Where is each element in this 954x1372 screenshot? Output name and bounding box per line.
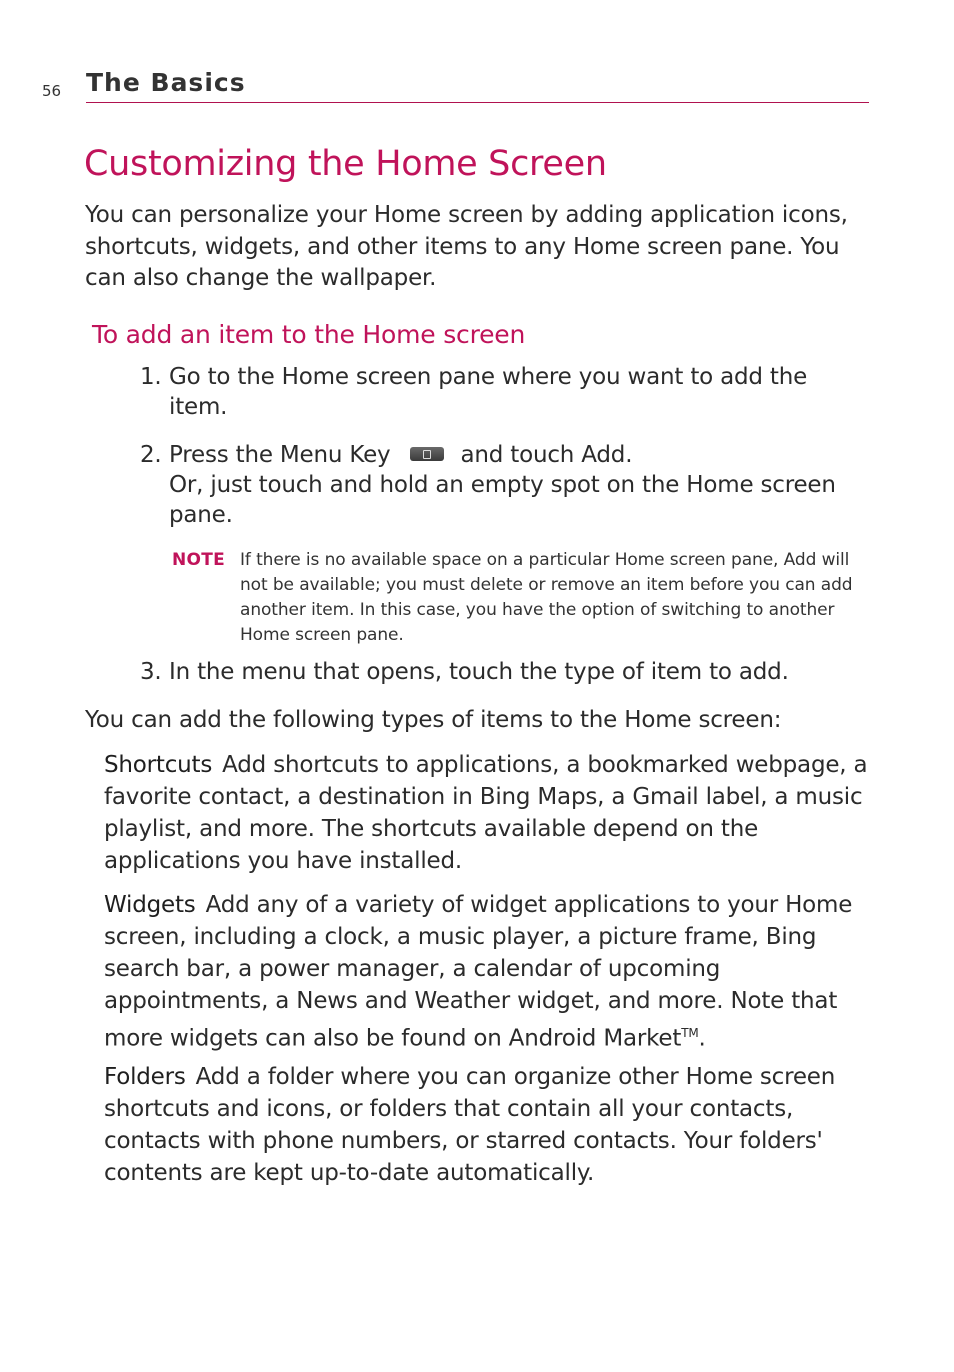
step-text: Go to the Home screen pane where you want to add the item.	[169, 364, 808, 420]
item-description: Add shortcuts to applications, a bookmarked webpage, a favorite contact, a destination in Bing Maps, a Gmail label, a music playlist, and more. The shortcuts available depend on the applications you have installed.	[104, 752, 868, 874]
menu-key-icon	[410, 447, 444, 461]
page-number: 56	[42, 82, 62, 100]
add-label: Add	[581, 442, 626, 468]
procedure-title: To add an item to the Home screen	[92, 320, 526, 349]
item-term: Shortcuts	[104, 752, 213, 778]
step-text-pre: Press the	[169, 442, 280, 468]
item-term: Widgets	[104, 892, 196, 918]
item-shortcuts	[104, 749, 874, 877]
item-description: Add a folder where you can organize other Home screen shortcuts and icons, or folders that contain all your contacts, contacts with phone numbers, or starred contacts. Your folders' contents are kept up-to-date automatically.	[104, 1064, 836, 1186]
item-folders	[104, 1061, 874, 1189]
menu-key-label: Menu Key	[279, 442, 391, 468]
trademark-mark: TM	[681, 1026, 699, 1040]
section-header: The Basics	[86, 68, 246, 97]
step-1	[140, 362, 865, 422]
note-label: NOTE	[172, 550, 226, 570]
page-title: Customizing the Home Screen	[84, 144, 607, 184]
step-number: 1.	[140, 364, 162, 390]
step-text-alt: Or, just touch and hold an empty spot on the Home screen pane.	[169, 472, 836, 528]
step-text: In the menu that opens, touch the type of item to add.	[169, 659, 789, 685]
note-block	[172, 548, 872, 648]
step-text-mid: and touch	[460, 442, 582, 468]
intro-paragraph: You can personalize your Home screen by adding application icons, shortcuts, widgets, and other items to any Home screen pane. You can also change the wallpaper.	[85, 202, 848, 291]
step-number: 3.	[140, 659, 162, 685]
header-rule	[86, 102, 869, 103]
step-number: 2.	[140, 442, 162, 468]
step-2	[140, 440, 865, 530]
step-3	[140, 657, 865, 687]
item-term: Folders	[104, 1064, 186, 1090]
item-types-lead: You can add the following types of items to the Home screen:	[85, 707, 782, 733]
note-text: If there is no available space on a particular Home screen pane, Add will not be available; you must delete or remove an item before you can add another item. In this case, you have the option of switching to another Home screen pane.	[240, 550, 853, 645]
item-widgets	[104, 889, 874, 1055]
step-text-post: .	[625, 442, 633, 468]
step-text	[169, 440, 865, 530]
item-description-end: .	[698, 1025, 706, 1052]
item-description: Add any of a variety of widget applications to your Home screen, including a clock, a music player, a picture frame, Bing search bar, a power manager, a calendar of upcoming appointments, a News and Weather widget, and more. Note that more widgets can also be found on Android Market	[104, 892, 853, 1052]
